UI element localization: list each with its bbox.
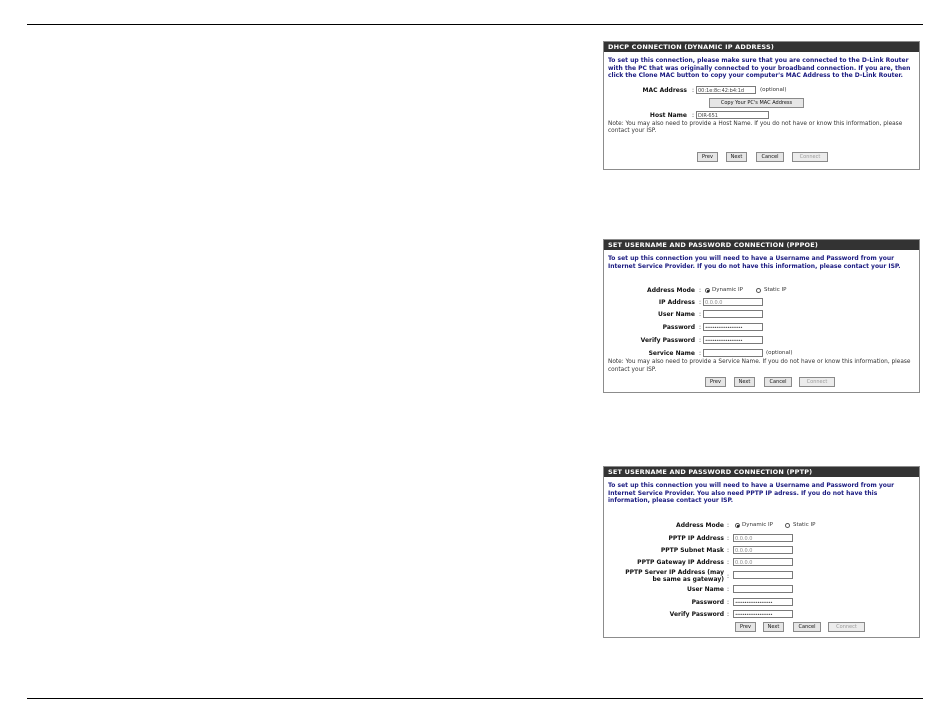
dhcp-note-text: Note: You may also need to provide a Host Name. If you do not have or know this information, please contact your ISP. (608, 120, 903, 134)
pppoe-intro-text: To set up this connection you will need to have a Username and Password from your Internet Service Provider. If you do not have this information, please contact your ISP. (608, 255, 901, 270)
pptp-subnet-mask-label: PPTP Subnet Mask (660, 547, 724, 554)
pptp-next-button[interactable]: Next (763, 622, 784, 632)
pppoe-prev-button[interactable]: Prev (705, 377, 726, 387)
pppoe-password-label: Password (662, 324, 695, 331)
colon: : (699, 350, 702, 357)
pppoe-dynamic-ip-label: Dynamic IP (712, 287, 743, 293)
pptp-user-name-label: User Name (687, 586, 724, 593)
pptp-static-ip-radio[interactable] (785, 523, 790, 528)
mac-address-input[interactable]: 00:1e:8c:42:b4:1d (696, 86, 756, 94)
dhcp-panel-header: DHCP CONNECTION (DYNAMIC IP ADDRESS) (604, 42, 919, 52)
pptp-static-ip-label: Static IP (793, 522, 816, 528)
pptp-prev-button[interactable]: Prev (735, 622, 756, 632)
pppoe-static-ip-label: Static IP (764, 287, 787, 293)
pptp-gateway-input[interactable]: 0.0.0.0 (733, 558, 793, 566)
host-name-label: Host Name (649, 111, 687, 119)
pptp-server-ip-label-line2: be same as gateway) (652, 576, 724, 583)
pptp-password-label: Password (691, 599, 724, 606)
pptp-cancel-button[interactable]: Cancel (793, 622, 821, 632)
top-rule (27, 24, 923, 25)
pptp-panel-header: SET USERNAME AND PASSWORD CONNECTION (PPTP) (604, 467, 919, 477)
colon: : (727, 547, 730, 554)
pptp-password-input[interactable]: •••••••••••••••••••• (733, 598, 793, 606)
pptp-connection-panel (603, 466, 920, 638)
colon: : (699, 299, 702, 306)
colon: : (699, 324, 702, 331)
pppoe-service-name-label: Service Name (648, 350, 695, 357)
pppoe-password-input[interactable]: •••••••••••••••••••• (703, 323, 763, 331)
pptp-address-mode-label: Address Mode (676, 522, 724, 529)
pppoe-service-name-input[interactable] (703, 349, 763, 357)
pptp-connect-button[interactable]: Connect (828, 622, 865, 632)
colon: : (692, 86, 695, 94)
mac-optional-label: (optional) (760, 86, 787, 93)
bottom-rule (27, 698, 923, 699)
pppoe-ip-address-label: IP Address (658, 299, 695, 306)
colon: : (727, 573, 730, 580)
pptp-server-ip-label-line1: PPTP Server IP Address (may (625, 569, 724, 576)
pptp-subnet-mask-input[interactable]: 0.0.0.0 (733, 546, 793, 554)
pppoe-note-text: Note: You may also need to provide a Service Name. If you do not have or know this information, please contact your ISP. (608, 359, 911, 373)
dhcp-intro-text: To set up this connection, please make sure that you are connected to the D-Link Router with the PC that was originally connected to your broadband connection. If you are, then click the Clone MAC button to copy your computer's MAC Address to the D-Link Router. (608, 57, 911, 79)
pppoe-address-mode-label: Address Mode (647, 287, 695, 294)
pppoe-verify-password-input[interactable]: •••••••••••••••••••• (703, 336, 763, 344)
dhcp-prev-button[interactable]: Prev (697, 152, 718, 162)
colon: : (727, 586, 730, 593)
colon: : (727, 535, 730, 542)
pptp-dynamic-ip-radio[interactable] (735, 523, 740, 528)
pppoe-static-ip-radio[interactable] (756, 288, 761, 293)
pppoe-dynamic-ip-radio[interactable] (705, 288, 710, 293)
pppoe-service-optional-label: (optional) (766, 350, 793, 356)
dhcp-next-button[interactable]: Next (726, 152, 747, 162)
pptp-verify-password-input[interactable]: •••••••••••••••••••• (733, 610, 793, 618)
pptp-gateway-label: PPTP Gateway IP Address (637, 559, 724, 566)
pppoe-user-name-input[interactable] (703, 310, 763, 318)
pppoe-next-button[interactable]: Next (734, 377, 755, 387)
mac-address-label: MAC Address (642, 86, 687, 94)
pppoe-cancel-button[interactable]: Cancel (764, 377, 792, 387)
pptp-intro-text: To set up this connection you will need to have a Username and Password from your Internet Service Provider. You also need PPTP IP adress. If you do not have this information, please contact your ISP. (608, 482, 895, 504)
pptp-verify-password-label: Verify Password (669, 611, 724, 618)
colon: : (699, 311, 702, 318)
pppoe-ip-address-input[interactable]: 0.0.0.0 (703, 298, 763, 306)
pptp-server-ip-input[interactable] (733, 571, 793, 579)
colon: : (727, 611, 730, 618)
pppoe-verify-password-label: Verify Password (640, 337, 695, 344)
dhcp-connect-button[interactable]: Connect (792, 152, 828, 162)
pppoe-panel-header: SET USERNAME AND PASSWORD CONNECTION (PPPOE) (604, 240, 919, 250)
colon: : (727, 559, 730, 566)
pppoe-connection-panel (603, 239, 920, 393)
pptp-ip-address-label: PPTP IP Address (668, 535, 724, 542)
host-name-input[interactable]: DIR-651 (696, 111, 769, 119)
pptp-user-name-input[interactable] (733, 585, 793, 593)
pptp-dynamic-ip-label: Dynamic IP (742, 522, 773, 528)
colon: : (727, 522, 730, 529)
colon: : (692, 111, 695, 119)
colon: : (699, 337, 702, 344)
dhcp-cancel-button[interactable]: Cancel (756, 152, 784, 162)
pppoe-connect-button[interactable]: Connect (799, 377, 835, 387)
pptp-ip-address-input[interactable]: 0.0.0.0 (733, 534, 793, 542)
copy-mac-address-button[interactable]: Copy Your PC's MAC Address (709, 98, 804, 108)
colon: : (699, 287, 702, 294)
colon: : (727, 599, 730, 606)
dhcp-connection-panel (603, 41, 920, 170)
pppoe-user-name-label: User Name (658, 311, 695, 318)
